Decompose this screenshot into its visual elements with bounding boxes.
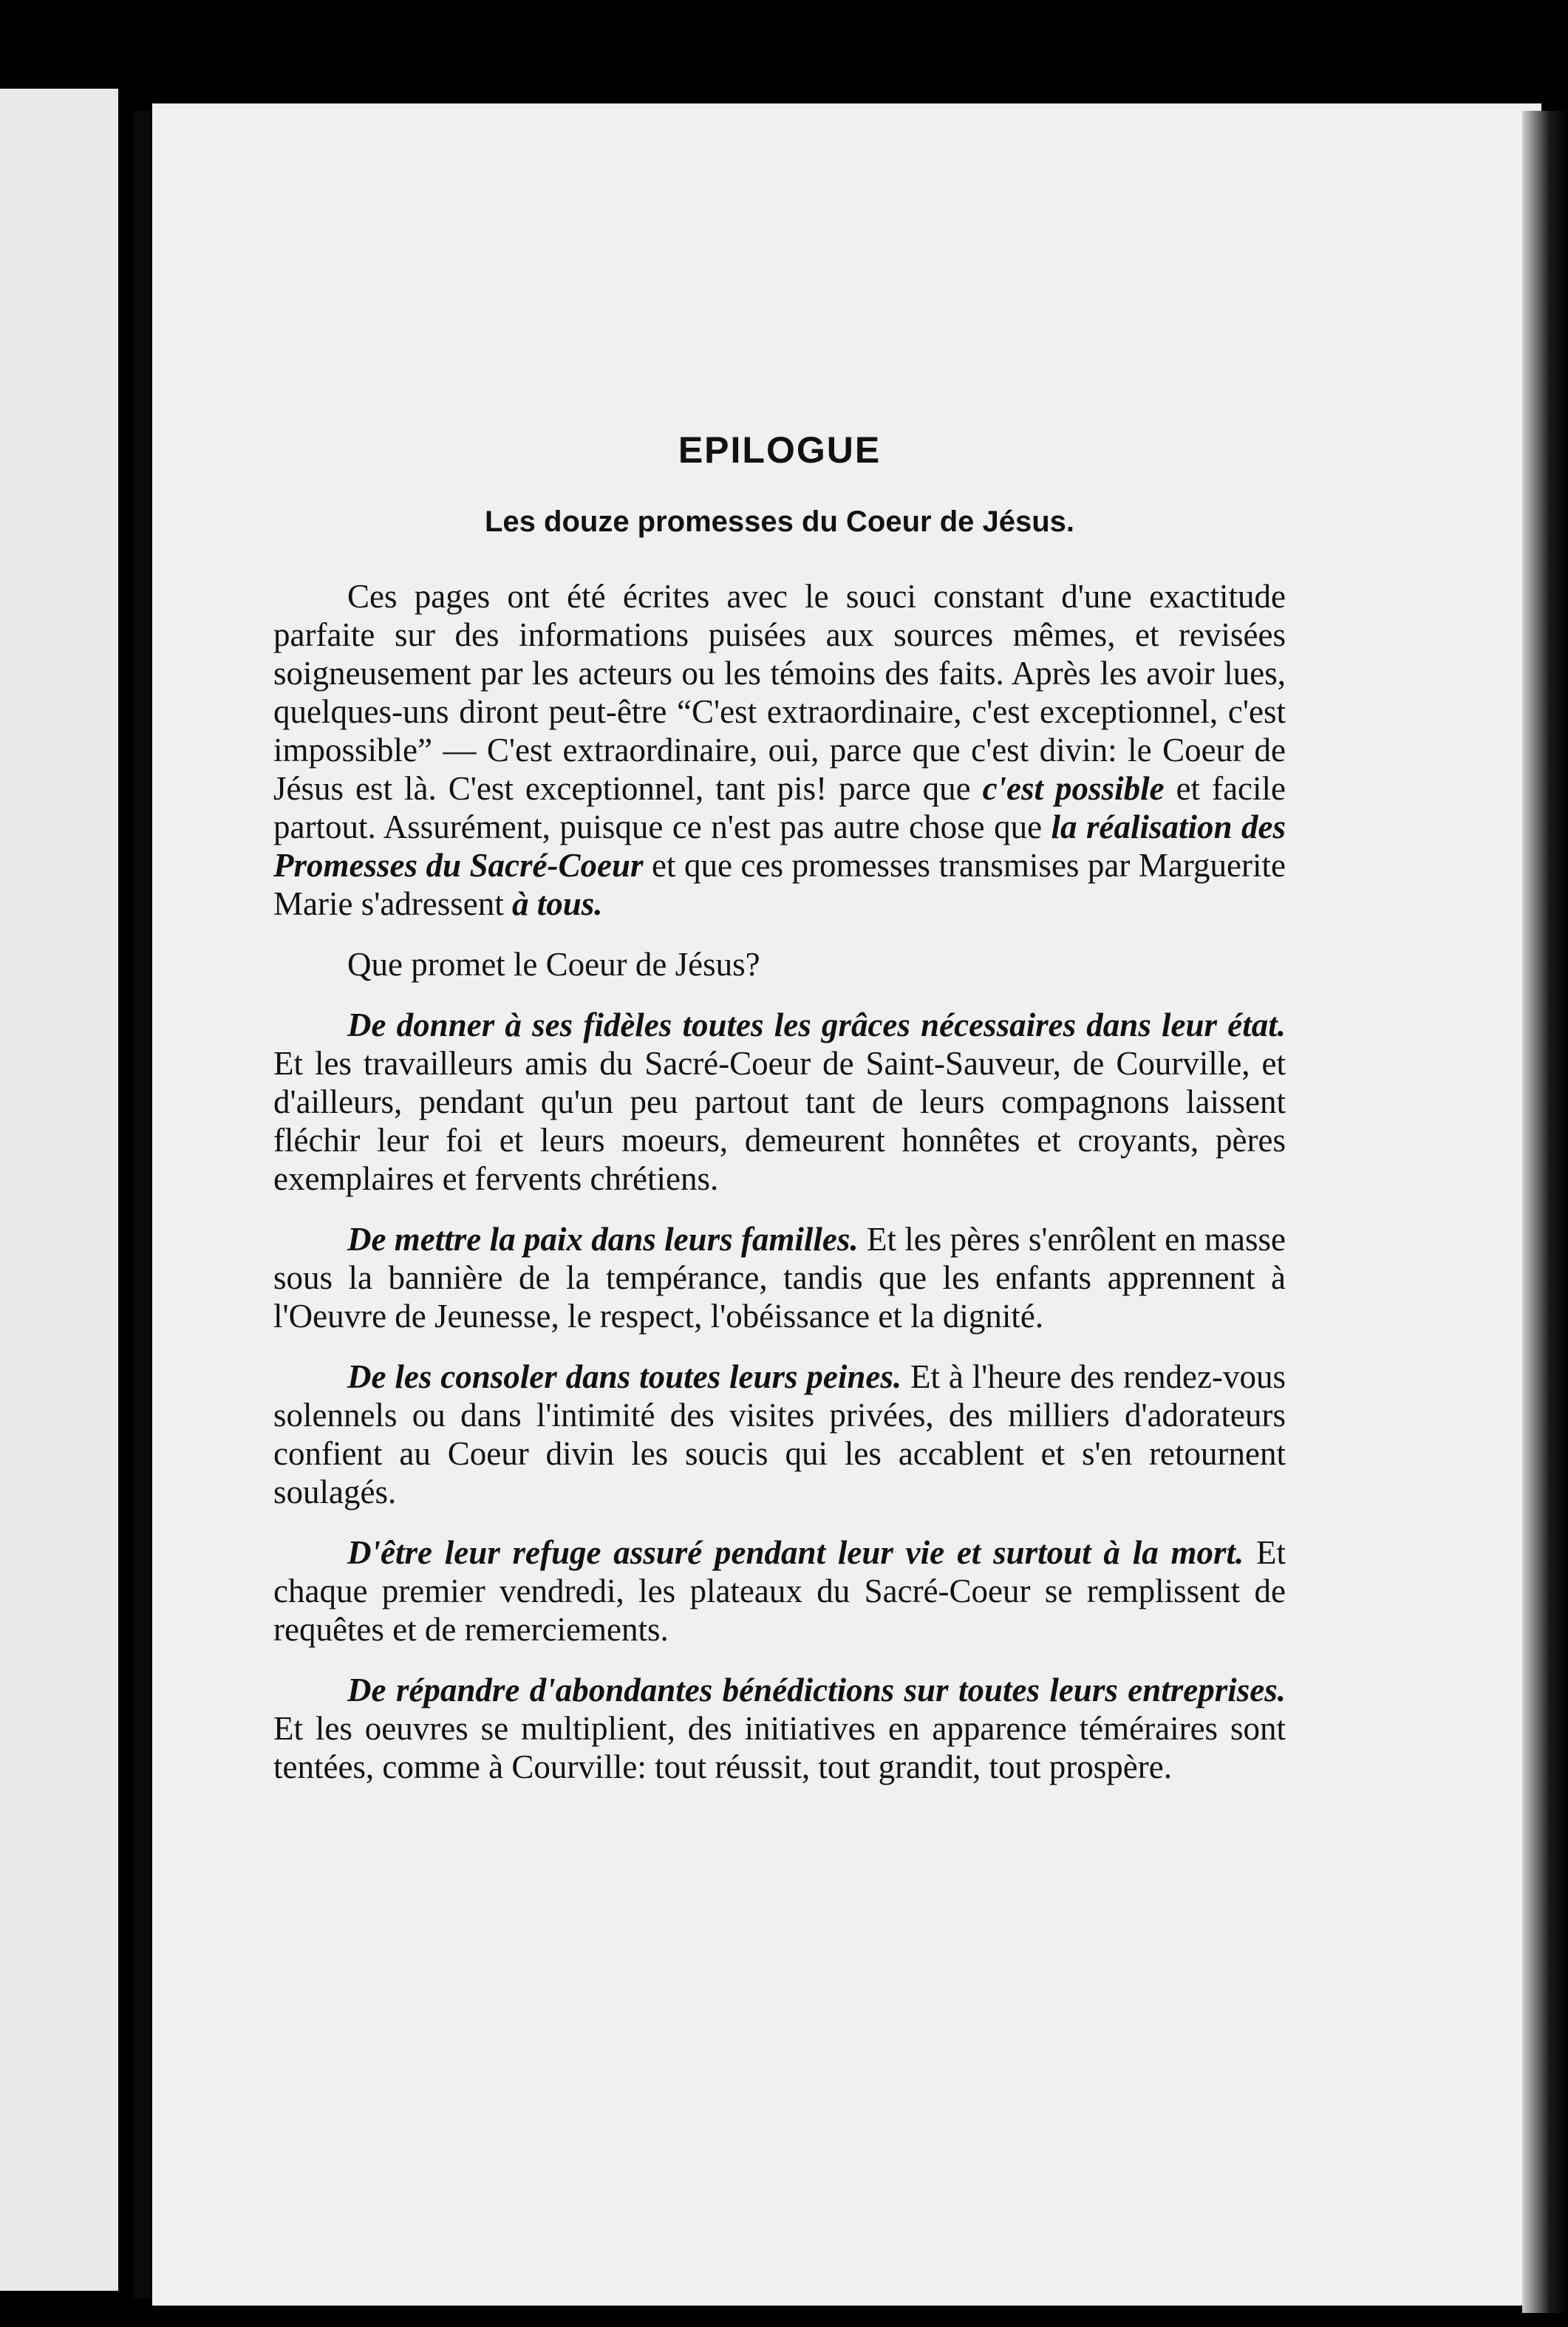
intro-paragraph: [273, 577, 1286, 923]
promise-2-text: Et les pères s'enrôlent en masse sous la bannière de la tempérance, tandis que les enfants apprennent à l'Oeuvre de Jeunesse, le respect, l'obéissance et la dignité.: [273, 1221, 1286, 1335]
promise-3-italic: De les consoler dans toutes leurs peines.: [347, 1358, 902, 1395]
promise-3-text: Et à l'heure des rendez-vous solennels ou dans l'intimité des visites privées, des milliers d'adorateurs confient au Coeur divin les soucis qui les accablent et s'en retournent soulagés.: [273, 1358, 1286, 1510]
promise-4-italic: D'être leur refuge assuré pendant leur vie et surtout à la mort.: [347, 1534, 1244, 1571]
intro-text-a: Ces pages ont été écrites avec le souci constant d'une exactitude parfaite sur des informations puisées aux sources mêmes, et revisées soigneusement par les acteurs ou les témoins des faits. Après les avoir lues, quelques-uns diront peut-être “C'est extraordinaire, c'est exceptionnel, c'est impossible” — C'est extraordinaire, oui, parce que c'est divin: le Coeur de Jésus est là. C'est exceptionnel, tant pis! parce que: [273, 578, 1286, 807]
question-paragraph: Que promet le Coeur de Jésus?: [347, 946, 760, 983]
promise-4-text: Et chaque premier vendredi, les plateaux du Sacré-Coeur se remplissent de requêtes et de remerciements.: [273, 1534, 1286, 1648]
chapter-subheading: Les douze promesses du Coeur de Jésus.: [484, 505, 1075, 538]
promise-paragraph-2: [273, 1220, 1286, 1335]
promise-paragraph-4: [273, 1533, 1286, 1649]
page-edge-shadow: [1522, 111, 1568, 2313]
intro-text-e: et que ces promesses transmises par Marguerite Marie s'adressent: [273, 847, 1286, 922]
promise-5-text: Et les oeuvres se multiplient, des initiatives en apparence téméraires sont tentées, comme à Courville: tout réussit, tout grandit, tout prospère.: [273, 1710, 1286, 1785]
promise-paragraph-5: [273, 1671, 1286, 1786]
previous-page-edge: [0, 89, 118, 2291]
intro-italic-b: c'est possible: [982, 770, 1165, 807]
intro-italic-d: la réalisation des Promesses du Sacré-Coeur: [273, 808, 1286, 884]
promise-paragraph-3: [273, 1357, 1286, 1511]
promise-paragraph-1: [273, 1006, 1286, 1198]
intro-text-c: et facile partout. Assurément, puisque ce n'est pas autre chose que: [273, 770, 1286, 845]
chapter-heading: EPILOGUE: [678, 429, 882, 471]
page-content: [273, 429, 1286, 1808]
promise-1-italic: De donner à ses fidèles toutes les grâces nécessaires dans leur état.: [347, 1006, 1286, 1043]
promise-2-italic: De mettre la paix dans leurs familles.: [347, 1221, 859, 1258]
book-spine: [133, 111, 152, 2298]
intro-italic-f: à tous.: [512, 885, 603, 922]
promise-1-text: Et les travailleurs amis du Sacré-Coeur de Saint-Sauveur, de Courville, et d'ailleurs, pendant qu'un peu partout tant de leurs compagnons laissent fléchir leur foi et leurs moeurs, demeurent honnêtes et croyants, pères exemplaires et fervents chrétiens.: [273, 1045, 1286, 1197]
promise-5-italic: De répandre d'abondantes bénédictions sur toutes leurs entreprises.: [347, 1672, 1286, 1708]
